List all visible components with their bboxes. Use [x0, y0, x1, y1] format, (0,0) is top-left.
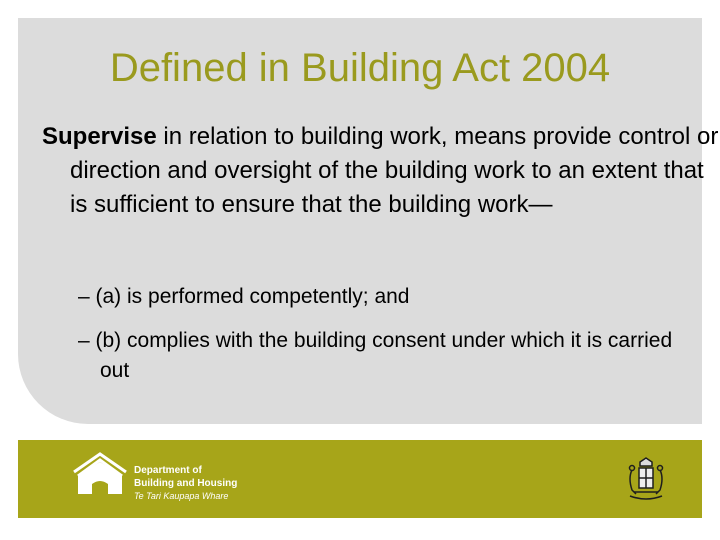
- definition-subitems: [78, 282, 678, 400]
- organisation-name: [134, 464, 237, 503]
- org-maori-name: Te Tari Kaupapa Whare: [134, 491, 229, 501]
- definition-paragraph: [42, 120, 720, 222]
- org-line-2: Building and Housing: [134, 478, 238, 489]
- slide-title: Defined in Building Act 2004: [109, 46, 611, 90]
- footer-bar: [18, 440, 702, 518]
- list-item: – (a) is performed competently; and: [78, 285, 410, 308]
- definition-text: in relation to building work, means provide control or direction and oversight of the building work to an extent that is sufficient to ensure that the building work—: [70, 123, 719, 218]
- list-item: – (b) complies with the building consent under which it is carried out: [78, 329, 673, 382]
- definition-term: Supervise: [42, 123, 157, 150]
- org-line-1: Department of: [134, 465, 202, 476]
- nz-coat-of-arms-icon: [624, 456, 668, 504]
- dbh-house-logo-icon: [70, 450, 130, 496]
